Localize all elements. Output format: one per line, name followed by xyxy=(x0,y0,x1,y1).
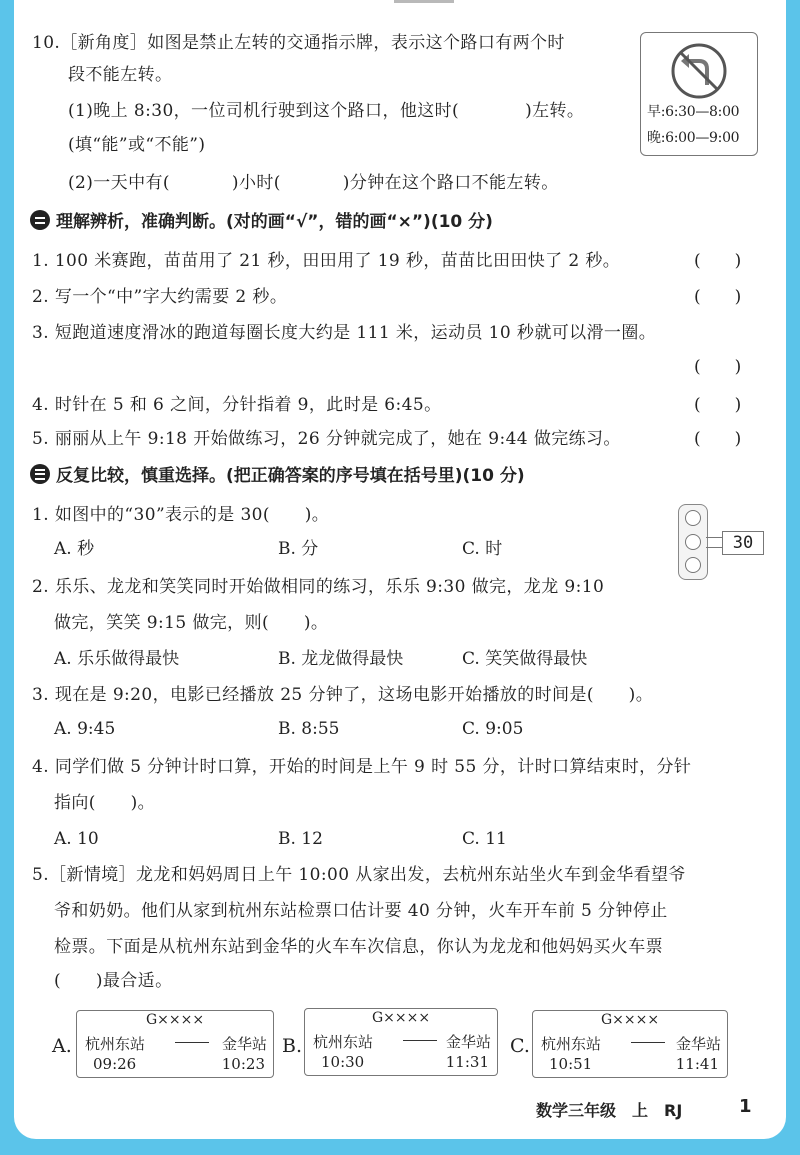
q10-line1: 10.［新角度］如图是禁止左转的交通指示牌，表示这个路口有两个时 xyxy=(32,33,565,53)
ticket-a[interactable] xyxy=(76,1010,274,1078)
no-left-turn-sign xyxy=(640,32,758,156)
ticket-b[interactable] xyxy=(304,1008,498,1076)
s2-item-2: 2. 写一个“中”字大约需要 2 秒。 xyxy=(32,287,288,307)
traffic-light-icon xyxy=(678,504,708,580)
sign-morning-time: 早:6:30—8:00 xyxy=(647,104,740,120)
s3-q3-option-b[interactable]: B. 8:55 xyxy=(278,719,340,739)
section3-heading xyxy=(30,464,525,487)
arrival-station: 金华站 xyxy=(221,1035,267,1053)
s2-answer-2[interactable]: ( ) xyxy=(694,287,742,307)
arrival-station: 金华站 xyxy=(675,1035,721,1053)
s3-q4-option-a[interactable]: A. 10 xyxy=(54,829,99,849)
s3-q2-option-b[interactable]: B. 龙龙做得最快 xyxy=(278,649,404,669)
top-edge-mark xyxy=(394,0,454,3)
ticket-b-letter[interactable]: B. xyxy=(282,1035,303,1057)
q10-part2-mid: )小时( xyxy=(231,173,281,193)
q10-part2-text: (2)一天中有( xyxy=(68,173,170,193)
s3-q2-line2: 做完，笑笑 9:15 做完，则( )。 xyxy=(54,613,329,633)
s2-answer-3[interactable]: ( ) xyxy=(694,357,742,377)
departure-time: 09:26 xyxy=(93,1055,137,1073)
connector-equals xyxy=(706,537,722,548)
arrival-time: 11:31 xyxy=(445,1053,489,1071)
s3-q1-text: 1. 如图中的“30”表示的是 30( )。 xyxy=(32,505,330,525)
section-number-icon xyxy=(30,464,50,484)
page-number: 1 xyxy=(739,1096,752,1117)
lamp xyxy=(685,510,701,526)
departure-time: 10:51 xyxy=(549,1055,593,1073)
s3-q2-line1: 2. 乐乐、龙龙和笑笑同时开始做相同的练习，乐乐 9:30 做完，龙龙 9:10 xyxy=(32,577,605,597)
s2-item-3: 3. 短跑道速度滑冰的跑道每圈长度大约是 111 米，运动员 10 秒就可以滑一圈。 xyxy=(32,323,657,343)
s2-answer-1[interactable]: ( ) xyxy=(694,251,742,271)
s3-q1-option-c[interactable]: C. 时 xyxy=(462,539,503,559)
arrival-time: 11:41 xyxy=(675,1055,719,1073)
s3-q2-option-a[interactable]: A. 乐乐做得最快 xyxy=(54,649,180,669)
s3-q3-option-c[interactable]: C. 9:05 xyxy=(462,719,524,739)
route-dash xyxy=(631,1042,665,1043)
q10-part1 xyxy=(68,100,584,122)
departure-time: 10:30 xyxy=(321,1053,365,1071)
q10-part1-end: )左转。 xyxy=(525,101,585,121)
footer-book-label: 数学三年级 上 RJ xyxy=(536,1101,683,1120)
s3-q4-option-c[interactable]: C. 11 xyxy=(462,829,507,849)
s3-q3-text: 3. 现在是 9:20，电影已经播放 25 分钟了，这场电影开始播放的时间是( )。 xyxy=(32,685,654,705)
sign-evening-time: 晚:6:00—9:00 xyxy=(647,130,740,146)
arrival-station: 金华站 xyxy=(445,1033,491,1051)
s3-q1-option-a[interactable]: A. 秒 xyxy=(54,539,95,559)
train-code: G×××× xyxy=(145,1012,205,1028)
departure-station: 杭州东站 xyxy=(313,1033,374,1051)
section3-title: 反复比较，慎重选择。(把正确答案的序号填在括号里)(10 分) xyxy=(56,466,525,486)
lamp xyxy=(685,557,701,573)
ticket-c-letter[interactable]: C. xyxy=(510,1035,530,1057)
ticket-c[interactable] xyxy=(532,1010,728,1078)
countdown-display: 30 xyxy=(722,531,764,555)
s3-q4-line2: 指向( )。 xyxy=(54,793,156,813)
s3-q4-line1: 4. 同学们做 5 分钟计时口算，开始的时间是上午 9 时 55 分，计时口算结束时，分针 xyxy=(32,757,692,777)
departure-station: 杭州东站 xyxy=(541,1035,602,1053)
s2-answer-5[interactable]: ( ) xyxy=(694,429,742,449)
s2-answer-4[interactable]: ( ) xyxy=(694,395,742,415)
s2-item-5: 5. 丽丽从上午 9:18 开始做练习，26 分钟就完成了，她在 9:44 做完练习。 xyxy=(32,429,621,449)
route-dash xyxy=(403,1040,437,1041)
arrival-time: 10:23 xyxy=(221,1055,265,1073)
departure-station: 杭州东站 xyxy=(85,1035,146,1053)
worksheet-page xyxy=(14,0,786,1139)
q10-part1-text: (1)晚上 8:30，一位司机行驶到这个路口，他这时( xyxy=(68,101,460,121)
q10-part2 xyxy=(68,172,559,194)
section-number-icon xyxy=(30,210,50,230)
s3-q5-line1: 5.［新情境］龙龙和妈妈周日上午 10:00 从家出发，去杭州东站坐火车到金华看望爷 xyxy=(32,865,686,885)
s2-item-1: 1. 100 米赛跑，苗苗用了 21 秒，田田用了 19 秒，苗苗比田田快了 2 秒。 xyxy=(32,251,621,271)
no-left-turn-icon xyxy=(641,33,757,105)
s3-q5-line4: ( )最合适。 xyxy=(54,971,173,991)
ticket-a-letter[interactable]: A. xyxy=(52,1035,72,1057)
section2-heading xyxy=(30,210,493,233)
route-dash xyxy=(175,1042,209,1043)
train-code: G×××× xyxy=(371,1010,431,1026)
s3-q4-option-b[interactable]: B. 12 xyxy=(278,829,323,849)
s3-q1-option-b[interactable]: B. 分 xyxy=(278,539,319,559)
section2-title: 理解辨析，准确判断。(对的画“√”，错的画“×”)(10 分) xyxy=(56,212,493,232)
s3-q3-option-a[interactable]: A. 9:45 xyxy=(54,719,116,739)
s2-item-4: 4. 时针在 5 和 6 之间，分针指着 9，此时是 6:45。 xyxy=(32,395,442,415)
q10-line2: 段不能左转。 xyxy=(68,65,173,85)
train-code: G×××× xyxy=(600,1012,660,1028)
lamp xyxy=(685,534,701,550)
q10-part2-end: )分钟在这个路口不能左转。 xyxy=(342,173,559,193)
s3-q5-line3: 检票。下面是从杭州东站到金华的火车车次信息，你认为龙龙和他妈妈买火车票 xyxy=(54,937,663,957)
s3-q2-option-c[interactable]: C. 笑笑做得最快 xyxy=(462,649,588,669)
q10-hint: (填“能”或“不能”) xyxy=(68,135,206,155)
s3-q5-line2: 爷和奶奶。他们从家到杭州东站检票口估计要 40 分钟，火车开车前 5 分钟停止 xyxy=(54,901,668,921)
